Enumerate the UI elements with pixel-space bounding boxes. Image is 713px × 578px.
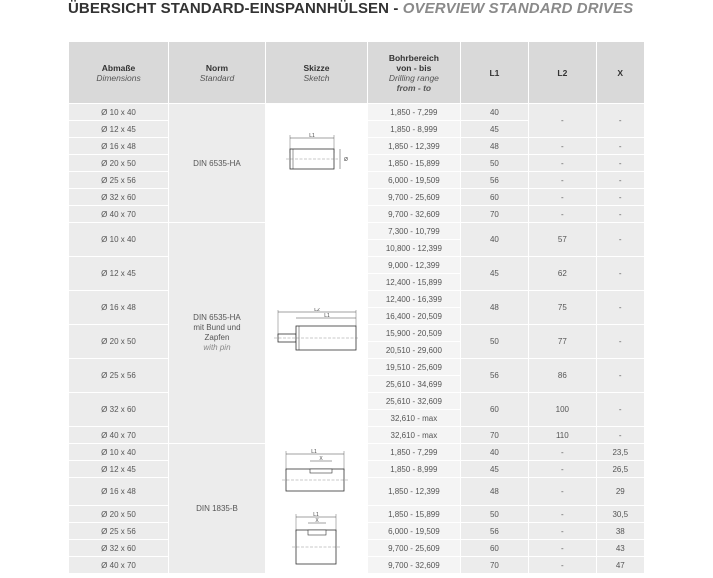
- l1-cell: 40: [460, 104, 528, 121]
- bore-cell: 1,850 - 15,899: [368, 506, 461, 523]
- dim-cell: Ø 32 x 60: [69, 189, 169, 206]
- l1-cell: 70: [460, 427, 528, 444]
- l2-cell: 100: [529, 393, 596, 427]
- dim-cell: Ø 16 x 48: [69, 138, 169, 155]
- overview-table: [68, 41, 645, 574]
- x-cell: 29: [596, 478, 644, 506]
- bore-cell: 9,700 - 32,609: [368, 557, 461, 574]
- l2-cell: -: [529, 104, 596, 138]
- l2-cell: -: [529, 444, 596, 461]
- l1-cell: 50: [460, 155, 528, 172]
- header-l2: L2: [529, 42, 596, 104]
- l1-cell: 48: [460, 138, 528, 155]
- bore-cell: 12,400 - 16,399: [368, 291, 461, 308]
- table-row: [69, 104, 645, 121]
- dim-cell: Ø 16 x 48: [69, 478, 169, 506]
- dim-cell: Ø 32 x 60: [69, 393, 169, 427]
- sketch-l1-label: L1: [311, 448, 318, 455]
- bore-cell: 6,000 - 19,509: [368, 172, 461, 189]
- l1-cell: 56: [460, 523, 528, 540]
- dim-cell: Ø 20 x 50: [69, 155, 169, 172]
- x-cell: -: [596, 223, 644, 257]
- dim-cell: Ø 25 x 56: [69, 172, 169, 189]
- l2-cell: -: [529, 155, 596, 172]
- header-standard: Norm Standard: [169, 42, 266, 104]
- x-cell: 23,5: [596, 444, 644, 461]
- bore-cell: 7,300 - 10,799: [368, 223, 461, 240]
- header-sketch: Skizze Sketch: [265, 42, 367, 104]
- sketch-l2-label: L2: [314, 308, 321, 313]
- sketch-cell: [265, 223, 367, 444]
- bore-cell: 1,850 - 8,999: [368, 461, 461, 478]
- x-cell: -: [596, 155, 644, 172]
- bore-cell: 15,900 - 20,509: [368, 325, 461, 342]
- bore-cell: 16,400 - 20,509: [368, 308, 461, 325]
- dim-cell: Ø 40 x 70: [69, 557, 169, 574]
- l1-cell: 56: [460, 172, 528, 189]
- sketch-collar-pin-icon: [271, 308, 361, 358]
- x-cell: 30,5: [596, 506, 644, 523]
- x-cell: -: [596, 257, 644, 291]
- x-cell: -: [596, 172, 644, 189]
- x-cell: -: [596, 393, 644, 427]
- x-cell: 47: [596, 557, 644, 574]
- norm-cell: DIN 1835-B: [169, 444, 266, 574]
- header-x: X: [596, 42, 644, 104]
- l2-cell: 86: [529, 359, 596, 393]
- bore-cell: 9,700 - 25,609: [368, 540, 461, 557]
- l1-cell: 40: [460, 444, 528, 461]
- bore-cell: 25,610 - 34,699: [368, 376, 461, 393]
- title-en: OVERVIEW STANDARD DRIVES: [402, 0, 634, 17]
- l2-cell: 77: [529, 325, 596, 359]
- bore-cell: 9,700 - 32,609: [368, 206, 461, 223]
- l1-cell: 40: [460, 223, 528, 257]
- bore-cell: 9,700 - 25,609: [368, 189, 461, 206]
- bore-cell: 32,610 - max: [368, 427, 461, 444]
- dim-cell: Ø 12 x 45: [69, 257, 169, 291]
- dim-cell: Ø 12 x 45: [69, 121, 169, 138]
- bore-cell: 1,850 - 12,399: [368, 478, 461, 506]
- l1-cell: 48: [460, 291, 528, 325]
- sketch-l1-label: L1: [309, 133, 316, 139]
- sketch-weldon-flat-icon: [276, 512, 356, 568]
- l1-cell: 60: [460, 189, 528, 206]
- bore-cell: 19,510 - 25,609: [368, 359, 461, 376]
- norm-cell: DIN 6535-HA mit Bund und Zapfen with pin: [169, 223, 266, 444]
- dim-cell: Ø 20 x 50: [69, 506, 169, 523]
- x-cell: 26,5: [596, 461, 644, 478]
- bore-cell: 6,000 - 19,509: [368, 523, 461, 540]
- x-cell: -: [596, 138, 644, 155]
- bore-cell: 32,610 - max: [368, 410, 461, 427]
- dim-cell: Ø 32 x 60: [69, 540, 169, 557]
- bore-cell: 1,850 - 15,899: [368, 155, 461, 172]
- l2-cell: 62: [529, 257, 596, 291]
- l1-cell: 45: [460, 257, 528, 291]
- l2-cell: -: [529, 189, 596, 206]
- dim-cell: Ø 10 x 40: [69, 104, 169, 121]
- x-cell: -: [596, 189, 644, 206]
- dim-cell: Ø 12 x 45: [69, 461, 169, 478]
- l2-cell: 75: [529, 291, 596, 325]
- l1-cell: 50: [460, 325, 528, 359]
- l1-cell: 60: [460, 540, 528, 557]
- bore-cell: 12,400 - 15,899: [368, 274, 461, 291]
- dim-cell: Ø 40 x 70: [69, 427, 169, 444]
- l1-cell: 48: [460, 478, 528, 506]
- l1-cell: 56: [460, 359, 528, 393]
- l2-cell: 110: [529, 427, 596, 444]
- l1-cell: 45: [460, 121, 528, 138]
- sketch-cell: [265, 506, 367, 574]
- x-cell: 38: [596, 523, 644, 540]
- norm-cell: DIN 6535-HA: [169, 104, 266, 223]
- sketch-l1-label: L1: [324, 313, 331, 319]
- l1-cell: 50: [460, 506, 528, 523]
- l1-cell: 60: [460, 393, 528, 427]
- l2-cell: -: [529, 540, 596, 557]
- x-cell: -: [596, 291, 644, 325]
- l2-cell: -: [529, 461, 596, 478]
- x-cell: 43: [596, 540, 644, 557]
- dim-cell: Ø 40 x 70: [69, 206, 169, 223]
- l2-cell: -: [529, 523, 596, 540]
- sketch-x-label: X: [319, 455, 324, 462]
- l2-cell: 57: [529, 223, 596, 257]
- l1-cell: 45: [460, 461, 528, 478]
- x-cell: -: [596, 104, 644, 138]
- sketch-x-label: X: [315, 517, 320, 524]
- l1-cell: 70: [460, 557, 528, 574]
- l2-cell: -: [529, 206, 596, 223]
- sketch-l1-label: L1: [313, 511, 320, 518]
- x-cell: -: [596, 427, 644, 444]
- bore-cell: 25,610 - 32,609: [368, 393, 461, 410]
- table-row: [69, 506, 645, 523]
- table-row: [69, 223, 645, 240]
- bore-cell: 9,000 - 12,399: [368, 257, 461, 274]
- dim-cell: Ø 10 x 40: [69, 223, 169, 257]
- sketch-straight-shank-icon: [276, 133, 356, 193]
- header-dimensions: Abmaße Dimensions: [69, 42, 169, 104]
- x-cell: -: [596, 206, 644, 223]
- dim-cell: Ø 16 x 48: [69, 291, 169, 325]
- dim-cell: Ø 20 x 50: [69, 325, 169, 359]
- l2-cell: -: [529, 557, 596, 574]
- dim-cell: Ø 25 x 56: [69, 523, 169, 540]
- sketch-weldon-flat-icon: [276, 449, 356, 501]
- l2-cell: -: [529, 172, 596, 189]
- dim-cell: Ø 10 x 40: [69, 444, 169, 461]
- header-l1: L1: [460, 42, 528, 104]
- x-cell: -: [596, 359, 644, 393]
- bore-cell: 1,850 - 12,399: [368, 138, 461, 155]
- l2-cell: -: [529, 138, 596, 155]
- dim-cell: Ø 25 x 56: [69, 359, 169, 393]
- l2-cell: -: [529, 506, 596, 523]
- table-row: [69, 444, 645, 461]
- l2-cell: -: [529, 478, 596, 506]
- sketch-cell: [265, 444, 367, 506]
- header-drilling-range: Bohrbereich von - bis Drilling range from - to: [368, 42, 461, 104]
- l1-cell: 70: [460, 206, 528, 223]
- title-de: ÜBERSICHT STANDARD-EINSPANNHÜLSEN -: [68, 0, 399, 17]
- bore-cell: 1,850 - 7,299: [368, 104, 461, 121]
- bore-cell: 10,800 - 12,399: [368, 240, 461, 257]
- sketch-cell: [265, 104, 367, 223]
- x-cell: -: [596, 325, 644, 359]
- bore-cell: 1,850 - 8,999: [368, 121, 461, 138]
- sketch-d-label: Ø: [344, 157, 349, 163]
- header-row: [69, 42, 645, 104]
- page-title: [68, 0, 633, 17]
- bore-cell: 20,510 - 29,600: [368, 342, 461, 359]
- bore-cell: 1,850 - 7,299: [368, 444, 461, 461]
